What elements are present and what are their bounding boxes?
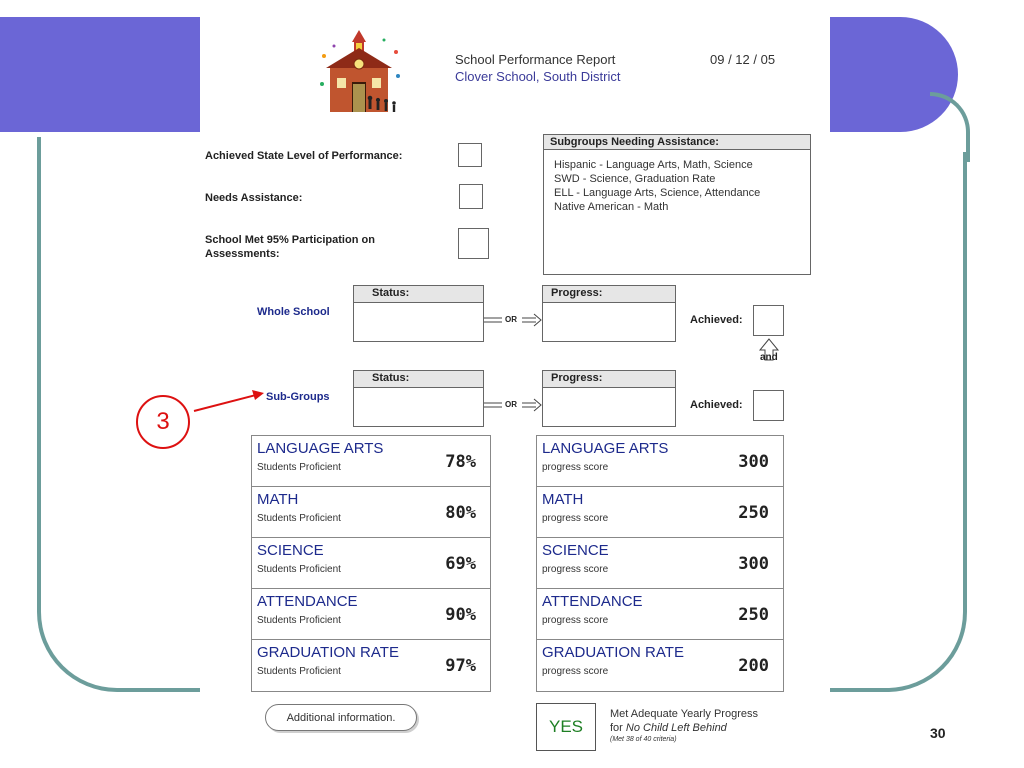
- ayp-description-line1: Met Adequate Yearly Progress: [610, 708, 758, 720]
- proficiency-table: [251, 435, 491, 692]
- whole-school-progress-box: [542, 285, 676, 342]
- subgroup-item: ELL - Language Arts, Science, Attendance: [554, 187, 761, 199]
- achieved-state-checkbox[interactable]: [458, 143, 482, 167]
- status-heading: Status:: [354, 371, 483, 388]
- additional-information-button[interactable]: Additional information.: [265, 704, 417, 731]
- school-performance-report: [200, 0, 830, 768]
- subgroups-list: [544, 150, 810, 222]
- ayp-prefix: for: [610, 722, 626, 734]
- or-label: OR: [505, 315, 517, 324]
- subgroup-item: SWD - Science, Graduation Rate: [554, 173, 716, 185]
- proficiency-row: [252, 538, 490, 589]
- whole-school-status-box: [353, 285, 484, 342]
- subgroup-item: Hispanic - Language Arts, Math, Science: [554, 159, 753, 171]
- callout-arrow-icon: [190, 386, 270, 416]
- metric-subtitle: progress score: [542, 462, 609, 473]
- metric-name: MATH: [257, 491, 299, 508]
- slide-decor-frame-corner: [930, 92, 970, 162]
- progress-heading: Progress:: [543, 371, 675, 388]
- ayp-description-line2: [610, 722, 727, 734]
- report-date: 09 / 12 / 05: [710, 52, 776, 67]
- progress-row: [537, 436, 783, 487]
- metric-subtitle: Students Proficient: [257, 615, 341, 626]
- metric-value: 300: [738, 554, 769, 574]
- whole-school-achieved-label: Achieved:: [690, 314, 743, 326]
- sub-groups-progress-box: [542, 370, 676, 427]
- metric-value: 250: [738, 503, 769, 523]
- sub-groups-label: Sub-Groups: [266, 391, 330, 403]
- progress-row: [537, 589, 783, 640]
- report-school-name: Clover School, South District: [455, 69, 621, 84]
- status-heading: Status:: [354, 286, 483, 303]
- metric-value: 90%: [445, 605, 476, 625]
- sub-groups-achieved-label: Achieved:: [690, 399, 743, 411]
- proficiency-row: [252, 436, 490, 487]
- proficiency-row: [252, 487, 490, 538]
- progress-row: [537, 538, 783, 589]
- metric-value: 300: [738, 452, 769, 472]
- metric-subtitle: Students Proficient: [257, 462, 341, 473]
- needs-assistance-checkbox[interactable]: [459, 184, 483, 209]
- slide-decor-frame-left: [37, 137, 41, 167]
- metric-value: 80%: [445, 503, 476, 523]
- schoolhouse-icon: [312, 26, 407, 118]
- metric-subtitle: progress score: [542, 615, 609, 626]
- subgroup-item: Native American - Math: [554, 201, 669, 213]
- progress-row: [537, 487, 783, 538]
- progress-heading: Progress:: [543, 286, 675, 303]
- slide-decor-line-right: [830, 134, 940, 137]
- or-label: OR: [505, 400, 517, 409]
- metric-value: 200: [738, 656, 769, 676]
- metric-subtitle: Students Proficient: [257, 513, 341, 524]
- metric-subtitle: progress score: [542, 666, 609, 677]
- slide-decor-line-left: [0, 134, 200, 137]
- ayp-result-badge: YES: [536, 703, 596, 751]
- subgroups-heading: Subgroups Needing Assistance:: [544, 135, 810, 150]
- nclb-text: No Child Left Behind: [625, 722, 727, 734]
- whole-school-achieved-checkbox[interactable]: [753, 305, 784, 336]
- proficiency-row: [252, 640, 490, 691]
- ayp-criteria-note: (Met 38 of 40 criteria): [610, 736, 677, 743]
- achieved-state-label: Achieved State Level of Performance:: [205, 150, 403, 162]
- subgroups-needing-assistance-panel: [543, 134, 811, 275]
- metric-name: SCIENCE: [542, 542, 609, 559]
- metric-subtitle: Students Proficient: [257, 564, 341, 575]
- participation-label-line1: School Met 95% Participation on: [205, 234, 375, 246]
- whole-school-label: Whole School: [257, 306, 330, 318]
- sub-groups-status-box: [353, 370, 484, 427]
- metric-name: MATH: [542, 491, 584, 508]
- metric-name: ATTENDANCE: [542, 593, 643, 610]
- metric-value: 250: [738, 605, 769, 625]
- needs-assistance-label: Needs Assistance:: [205, 192, 303, 204]
- progress-row: [537, 640, 783, 691]
- callout-number-badge: 3: [136, 395, 190, 449]
- progress-table: [536, 435, 784, 692]
- metric-name: GRADUATION RATE: [257, 644, 399, 661]
- metric-name: ATTENDANCE: [257, 593, 358, 610]
- metric-name: LANGUAGE ARTS: [542, 440, 669, 457]
- metric-value: 78%: [445, 452, 476, 472]
- slide-decor-top-left: [0, 17, 215, 132]
- sub-groups-achieved-checkbox[interactable]: [753, 390, 784, 421]
- metric-subtitle: progress score: [542, 564, 609, 575]
- metric-name: GRADUATION RATE: [542, 644, 684, 661]
- participation-label-line2: Assessments:: [205, 248, 280, 260]
- metric-name: SCIENCE: [257, 542, 324, 559]
- metric-subtitle: Students Proficient: [257, 666, 341, 677]
- metric-value: 97%: [445, 656, 476, 676]
- metric-subtitle: progress score: [542, 513, 609, 524]
- metric-value: 69%: [445, 554, 476, 574]
- participation-checkbox[interactable]: [458, 228, 489, 259]
- and-label: and: [760, 352, 778, 363]
- proficiency-row: [252, 589, 490, 640]
- metric-name: LANGUAGE ARTS: [257, 440, 384, 457]
- slide-number: 30: [930, 725, 946, 741]
- report-title: School Performance Report: [455, 52, 616, 67]
